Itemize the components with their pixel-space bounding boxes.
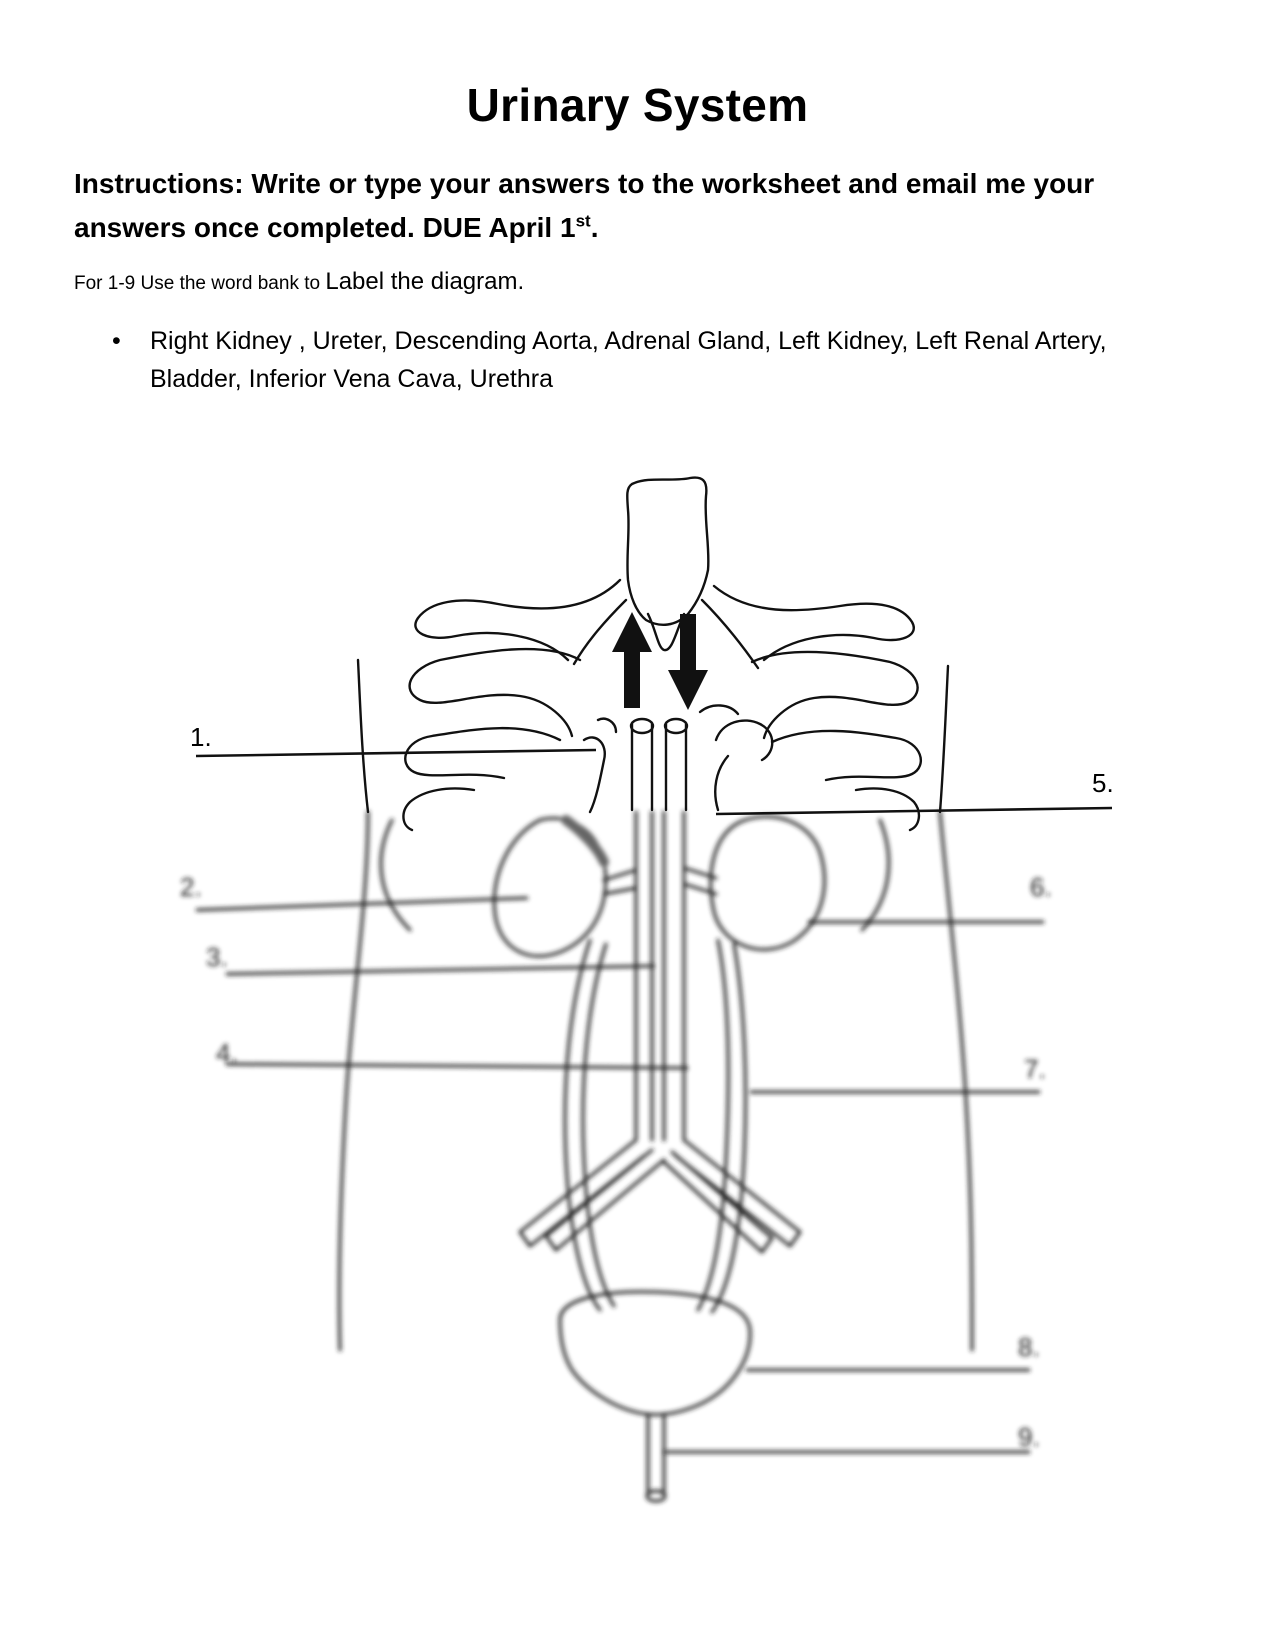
- lower-anatomy: [339, 812, 972, 1501]
- body-left-side: [358, 660, 368, 812]
- right-rib-2: [752, 652, 918, 738]
- label-5: 5.: [1092, 768, 1114, 798]
- bullet-icon: •: [112, 327, 121, 355]
- label-instruction-prefix: For 1-9 Use the word bank to: [74, 273, 326, 294]
- right-rib-3: [772, 731, 921, 780]
- down-arrow-icon: [668, 614, 708, 710]
- label-line-5: [716, 808, 1112, 814]
- body-right-side: [940, 666, 948, 812]
- left-rib-2: [410, 649, 580, 736]
- worksheet-title: Urinary System: [466, 79, 809, 131]
- left-adrenal-gland: [716, 721, 772, 760]
- left-kidney: [711, 817, 825, 950]
- right-adrenal-gland: [584, 737, 605, 812]
- flow-arrows: [612, 612, 708, 710]
- urethra: [648, 1414, 664, 1494]
- label-4: 4.: [216, 1038, 238, 1068]
- inferior-vena-cava: [636, 812, 652, 1140]
- word-bank-text: Right Kidney , Ureter, Descending Aorta, Adrenal Gland, Left Kidney, Left Renal Artery, Bladder, Inferior Vena Cava, Urethra: [150, 327, 1107, 393]
- left-rib-1: [415, 580, 620, 660]
- label-line-1: [196, 750, 596, 756]
- body-left-contour: [339, 812, 368, 1350]
- left-rib-4: [403, 789, 474, 831]
- label-lines: [196, 750, 1112, 814]
- up-arrow-icon: [612, 612, 652, 708]
- instructions-superscript: st: [575, 211, 591, 231]
- body-right-contour: [940, 812, 972, 1350]
- label-9: 9.: [1018, 1422, 1040, 1452]
- descending-aorta: [664, 812, 684, 1140]
- label-line-3: [226, 966, 654, 974]
- label-6: 6.: [1030, 872, 1052, 902]
- label-3: 3.: [206, 942, 228, 972]
- instructions-text: Instructions: Write or type your answers to the worksheet and email me your answers once completed. DUE April 1: [74, 168, 1095, 243]
- trachea: [627, 478, 708, 625]
- instructions-end: .: [590, 212, 599, 243]
- upper-anatomy: [358, 478, 948, 830]
- label-8: 8.: [1018, 1332, 1040, 1362]
- bladder: [560, 1292, 750, 1415]
- label-2: 2.: [180, 872, 202, 902]
- label-instruction-emphasis: Label the diagram.: [325, 268, 525, 295]
- label-line-4: [226, 1064, 688, 1068]
- label-7: 7.: [1024, 1054, 1046, 1084]
- right-rib-4: [856, 789, 919, 831]
- label-1: 1.: [190, 722, 212, 752]
